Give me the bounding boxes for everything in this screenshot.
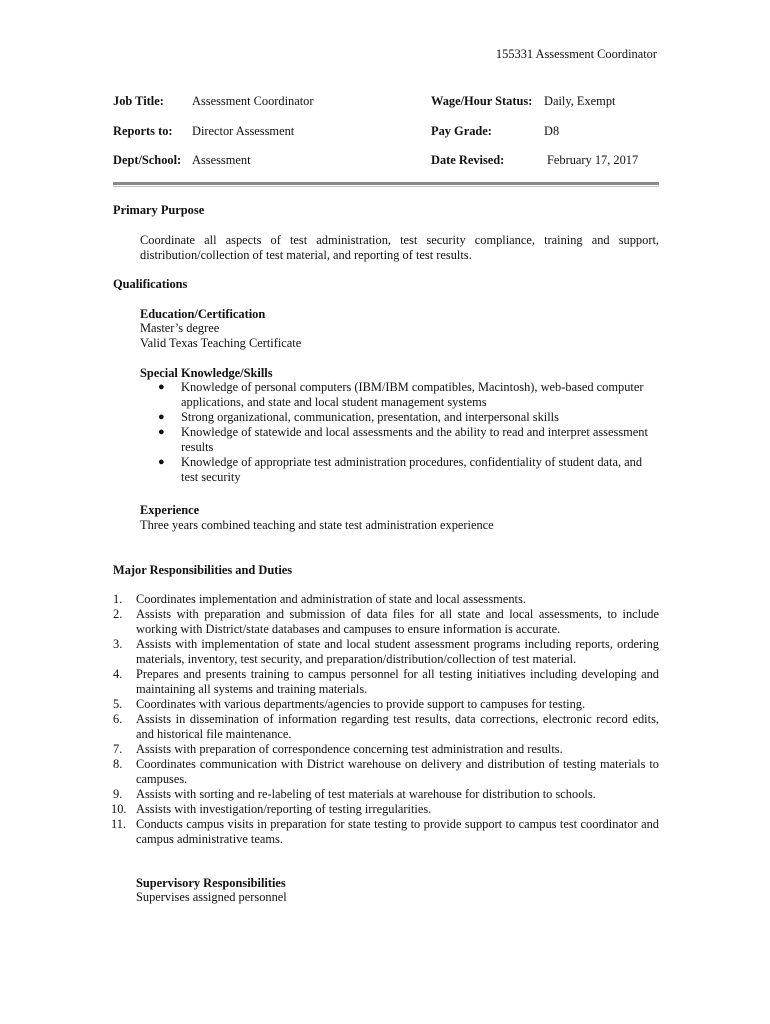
wage-status-label: Wage/Hour Status: (431, 94, 533, 108)
wage-status-value: Daily, Exempt (544, 94, 616, 108)
duty-item: 2. Assists with preparation and submission of data files for all state and local assessments, to include working with District/state databases and campuses to ensure information is accurate. (113, 607, 659, 636)
duties-title: Major Responsibilities and Duties (113, 563, 293, 577)
bullet-icon: ● (158, 426, 165, 438)
date-revised-value: February 17, 2017 (547, 153, 639, 167)
duty-item: 1. Coordinates implementation and administration of state and local assessments. (113, 592, 526, 606)
duty-item: 4. Prepares and presents training to campus personnel for all testing initiatives including developing and maintaining all systems and training materials. (113, 667, 659, 696)
duty-item: 8. Coordinates communication with District warehouse on delivery and distribution of testing materials to campuses. (113, 757, 659, 786)
supervisory-title: Supervisory Responsibilities (136, 876, 286, 890)
supervisory-text: Supervises assigned personnel (136, 890, 287, 904)
experience-text: Three years combined teaching and state test administration experience (140, 518, 494, 532)
skills-list (158, 380, 659, 485)
dept-school-value: Assessment (192, 153, 251, 167)
primary-purpose-title: Primary Purpose (113, 203, 205, 217)
skills-title: Special Knowledge/Skills (140, 366, 273, 380)
bullet-icon: ● (158, 381, 165, 393)
skill-item: ● Knowledge of personal computers (IBM/IBM compatibles, Macintosh), web-based computer applications, and state and local student management systems (158, 380, 644, 409)
bullet-icon: ● (158, 411, 165, 423)
education-item: Master’s degree (140, 321, 220, 335)
skill-item: ● Strong organizational, communication, presentation, and interpersonal skills (158, 410, 559, 424)
duty-item: 7. Assists with preparation of correspondence concerning test administration and results. (113, 742, 563, 756)
bullet-icon: ● (158, 456, 165, 468)
skill-item: ● Knowledge of appropriate test administration procedures, confidentiality of student data, and test security (158, 455, 643, 484)
job-title-label: Job Title: (113, 94, 164, 108)
duty-item: 11. Conducts campus visits in preparation for state testing to provide support to campus test coordinator and campus administrative teams. (111, 817, 659, 846)
duty-item: 5. Coordinates with various departments/agencies to provide support to campuses for testing. (113, 697, 586, 711)
date-revised-label: Date Revised: (431, 153, 505, 167)
experience-title: Experience (140, 503, 200, 517)
header-divider (113, 182, 659, 185)
education-title: Education/Certification (140, 307, 266, 321)
duty-item: 9. Assists with sorting and re-labeling of test materials at warehouse for distribution to schools. (113, 787, 596, 801)
duty-item: 6. Assists in dissemination of information regarding test results, data corrections, electronic record edits, and historical file maintenance. (113, 712, 659, 741)
duty-item: 10. Assists with investigation/reporting of testing irregularities. (111, 802, 432, 816)
reports-to-label: Reports to: (113, 124, 173, 138)
pay-grade-value: D8 (544, 124, 560, 138)
job-title-value: Assessment Coordinator (192, 94, 314, 108)
duties-list (113, 592, 659, 847)
document-id: 155331 Assessment Coordinator (495, 47, 657, 61)
qualifications-title: Qualifications (113, 277, 188, 291)
education-item: Valid Texas Teaching Certificate (140, 336, 302, 350)
duty-item: 3. Assists with implementation of state and local student assessment programs including reports, ordering materials, inventory, test security, and preparation/distribution/collection of test material. (113, 637, 659, 666)
pay-grade-label: Pay Grade: (431, 124, 492, 138)
skill-item: ● Knowledge of statewide and local assessments and the ability to read and interpret assessment results (158, 425, 648, 454)
dept-school-label: Dept/School: (113, 153, 182, 167)
primary-purpose-text: Coordinate all aspects of test administration, test security compliance, training and support, distribution/collection of test material, and reporting of test results. (140, 233, 659, 262)
reports-to-value: Director Assessment (192, 124, 295, 138)
